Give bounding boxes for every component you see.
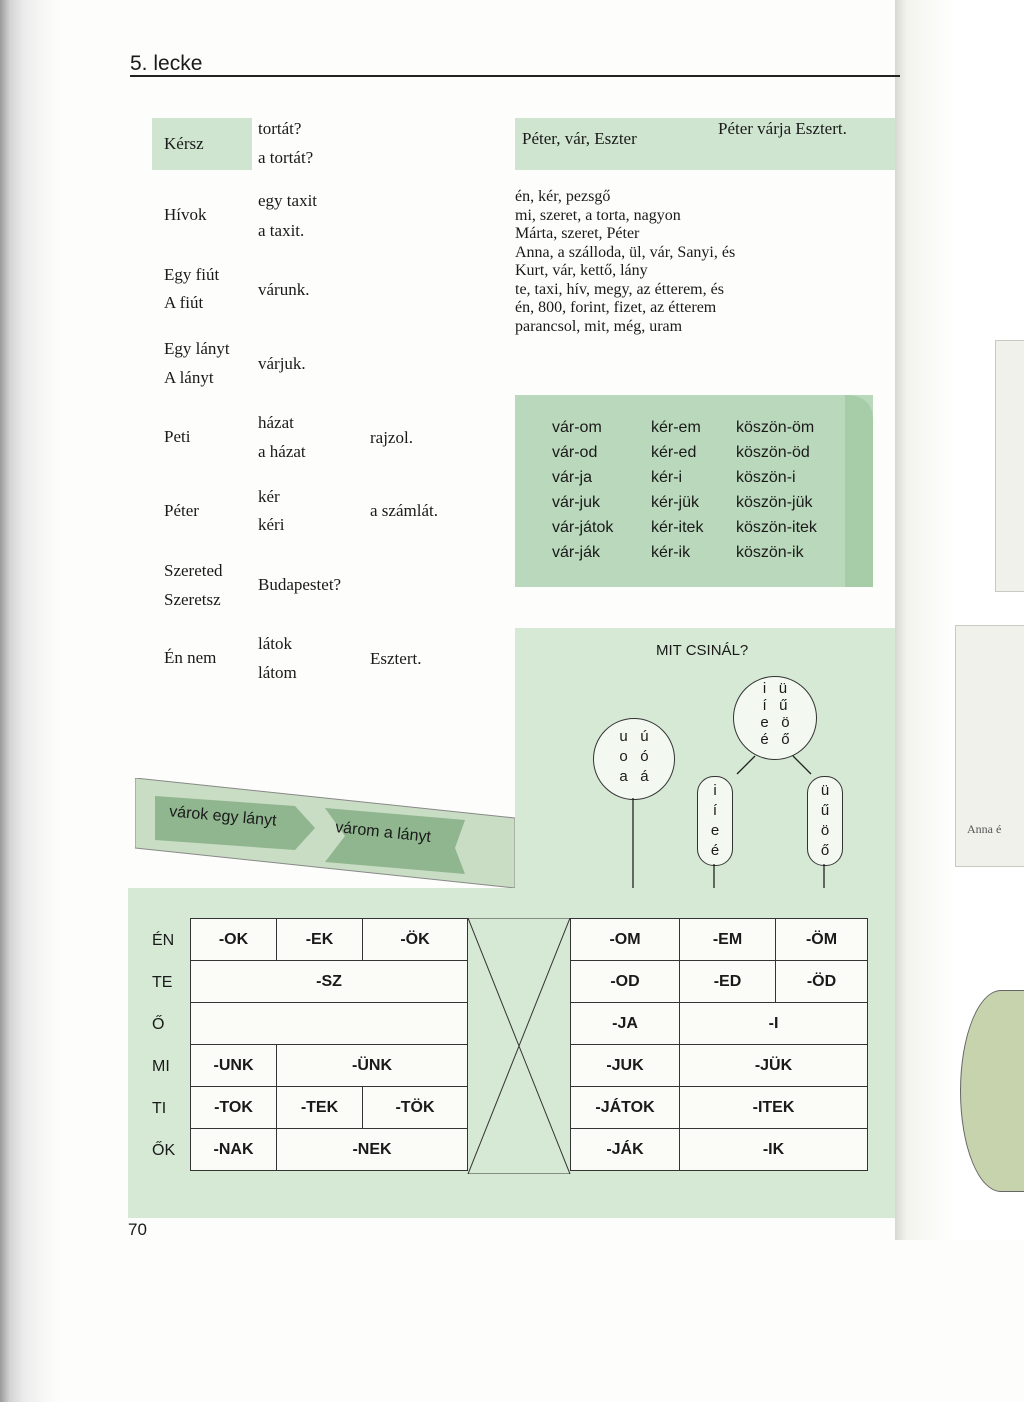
- exercise-item: mi, szeret, a torta, nagyon: [515, 206, 681, 224]
- ending: -OM: [571, 919, 680, 961]
- arrow-right-icon: [793, 756, 811, 774]
- peti-object-2: a házat: [258, 442, 306, 461]
- en-nem-subject: Én nem: [164, 648, 217, 667]
- pronoun-ok: ŐK: [152, 1142, 176, 1159]
- vowel: ű: [820, 802, 830, 819]
- indefinite-endings-table: [190, 918, 468, 1171]
- vowel: ü: [820, 782, 830, 799]
- vowel: ö: [820, 822, 830, 839]
- ending: -EM: [680, 919, 776, 961]
- right-page-fragment: Anna é: [967, 822, 1002, 836]
- next-page-edge: [895, 0, 1024, 1240]
- conj-form: kér-itek: [651, 519, 704, 536]
- conj-form: kér-jük: [651, 494, 700, 511]
- vowel: ű: [779, 697, 788, 714]
- exercise-item: parancsol, mit, még, uram: [515, 317, 683, 335]
- hivok-subject: Hívok: [164, 205, 207, 224]
- ending: -TOK: [191, 1087, 277, 1129]
- conj-form: vár-juk: [552, 494, 601, 511]
- ending: -IK: [680, 1129, 868, 1171]
- ribbon-right: várom a lányt: [334, 819, 432, 846]
- table-row: [191, 1087, 468, 1129]
- conj-form: vár-ják: [552, 544, 601, 561]
- vowel: á: [640, 768, 649, 785]
- szereted-subject-2: Szeretsz: [164, 590, 221, 609]
- exercise-item: Márta, szeret, Péter: [515, 225, 640, 242]
- conj-form: vár-od: [552, 444, 598, 461]
- arrow-left-icon: [737, 756, 755, 774]
- conj-col-3: [736, 415, 817, 565]
- ending: -JA: [571, 1003, 680, 1045]
- conj-form: vár-ja: [552, 469, 593, 486]
- conj-form: vár-om: [552, 419, 602, 436]
- ending: -OD: [571, 961, 680, 1003]
- conj-form: köszön-ik: [736, 544, 804, 561]
- conj-form: köszön-i: [736, 469, 796, 486]
- hivok-object-2: a taxit.: [258, 221, 305, 240]
- table-row: [191, 1003, 468, 1045]
- pronoun-ti: TI: [152, 1100, 167, 1117]
- pinned-note-top: [995, 340, 1024, 592]
- vowel: é: [710, 842, 720, 859]
- exercise-item: Kurt, vár, kettő, lány: [515, 262, 648, 279]
- fiu-subject-2: A fiút: [164, 293, 204, 312]
- pronoun-te: TE: [152, 974, 173, 991]
- conj-form: kér-ik: [651, 544, 691, 561]
- exercise-prompt: Péter, vár, Eszter: [522, 129, 637, 148]
- conj-form: vár-játok: [552, 519, 614, 536]
- mit-csinal-title: MIT CSINÁL?: [656, 642, 749, 659]
- peter-subject: Péter: [164, 501, 199, 520]
- fiu-verb: várunk.: [258, 280, 310, 299]
- vowel: ü: [778, 680, 788, 697]
- vowel: e: [710, 822, 720, 839]
- vowel: u: [619, 728, 628, 745]
- ending: -TÖK: [363, 1087, 468, 1129]
- frog-illustration: [960, 990, 1024, 1192]
- conj-form: köszön-jük: [736, 494, 813, 511]
- conj-form: köszön-öd: [736, 444, 810, 461]
- arrows: [515, 628, 895, 918]
- pronoun-en: ÉN: [152, 932, 175, 949]
- conj-form: kér-em: [651, 419, 701, 436]
- table-row: [191, 919, 468, 961]
- vowel: í: [712, 802, 718, 819]
- table-row: [571, 1087, 868, 1129]
- ending: -I: [680, 1003, 868, 1045]
- vowel: í: [762, 697, 767, 714]
- scroll-curl: [845, 395, 875, 587]
- ending-empty: [191, 1003, 468, 1045]
- ending: -JÁTOK: [571, 1087, 680, 1129]
- header-rule: [130, 75, 900, 77]
- vowel: ő: [781, 731, 790, 748]
- page-number: 70: [128, 1220, 147, 1239]
- hourglass-divider: [428, 918, 608, 1174]
- fiu-subject-1: Egy fiút: [164, 265, 220, 284]
- vowel: é: [760, 731, 769, 748]
- ending: -ÖD: [776, 961, 868, 1003]
- kersz-object-1: tortát?: [258, 119, 302, 138]
- peter-object: a számlát.: [370, 501, 438, 520]
- ribbon-left: várok egy lányt: [168, 803, 278, 830]
- vowel: ú: [640, 728, 649, 745]
- vowel: i: [713, 782, 717, 799]
- peter-verb-2: kéri: [258, 515, 285, 534]
- exercise-item: te, taxi, hív, megy, az étterem, és: [515, 280, 724, 298]
- lesson-title: 5. lecke: [130, 52, 203, 75]
- lany-subject-2: A lányt: [164, 368, 214, 387]
- table-row: [191, 1045, 468, 1087]
- book-spine: [0, 0, 60, 1402]
- ending: -ED: [680, 961, 776, 1003]
- ending: -UNK: [191, 1045, 277, 1087]
- szereted-object: Budapestet?: [258, 575, 342, 594]
- vowel: i: [762, 680, 767, 697]
- vowel: ő: [820, 842, 830, 859]
- ending: -ÜNK: [277, 1045, 468, 1087]
- en-nem-object: Esztert.: [370, 649, 422, 668]
- en-nem-verb-2: látom: [258, 663, 297, 682]
- exercise-list: [515, 188, 735, 336]
- ribbon-shape: [135, 778, 515, 888]
- kersz-object-2: a tortát?: [258, 148, 314, 167]
- definite-endings-table: [570, 918, 868, 1171]
- ending: -ÖK: [363, 919, 468, 961]
- table-row: [571, 919, 868, 961]
- table-row: [571, 1129, 868, 1171]
- vowel: e: [760, 714, 769, 731]
- table-row: [571, 1003, 868, 1045]
- ending: -JUK: [571, 1045, 680, 1087]
- pronoun-mi: MI: [152, 1058, 170, 1075]
- table-row: [191, 961, 468, 1003]
- hivok-object-1: egy taxit: [258, 191, 318, 210]
- peti-verb: rajzol.: [370, 428, 413, 447]
- vowel: a: [619, 768, 628, 785]
- en-nem-verb-1: látok: [258, 634, 292, 653]
- exercise-item: Anna, a szálloda, ül, vár, Sanyi, és: [515, 243, 736, 261]
- ending: -NEK: [277, 1129, 468, 1171]
- table-row: [571, 1045, 868, 1087]
- conjugation-box: [515, 395, 873, 587]
- vowel: ó: [640, 748, 649, 765]
- exercise-item: én, kér, pezsgő: [515, 188, 611, 205]
- conj-form: kér-i: [651, 469, 683, 486]
- pronoun-o: Ő: [152, 1016, 165, 1033]
- conj-form: köszön-öm: [736, 419, 815, 436]
- conj-form: köszön-itek: [736, 519, 817, 536]
- ending: -JÁK: [571, 1129, 680, 1171]
- exercise-item: én, 800, forint, fizet, az étterem: [515, 299, 717, 316]
- ending: -ÖM: [776, 919, 868, 961]
- ending: -JÜK: [680, 1045, 868, 1087]
- table-row: [191, 1129, 468, 1171]
- ending: -TEK: [277, 1087, 363, 1129]
- lany-subject-1: Egy lányt: [164, 339, 230, 358]
- kersz-subject: Kérsz: [164, 134, 204, 153]
- peti-subject: Peti: [164, 427, 191, 446]
- conj-col-2: [651, 415, 703, 565]
- vowel-harmony-panel: [515, 628, 895, 890]
- table-row: [571, 961, 868, 1003]
- ending: -SZ: [191, 961, 468, 1003]
- lany-verb: várjuk.: [258, 354, 306, 373]
- conj-form: kér-ed: [651, 444, 697, 461]
- exercise-answer: Péter várja Esztert.: [718, 119, 847, 138]
- peti-object-1: házat: [258, 413, 294, 432]
- example-ribbon: [135, 778, 515, 888]
- vowel: o: [619, 748, 628, 765]
- ending: -NAK: [191, 1129, 277, 1171]
- ending: -ITEK: [680, 1087, 868, 1129]
- conj-col-1: [552, 415, 613, 565]
- ending: -EK: [277, 919, 363, 961]
- szereted-subject-1: Szereted: [164, 561, 223, 580]
- ending: -OK: [191, 919, 277, 961]
- peter-verb-1: kér: [258, 487, 280, 506]
- vowel: ö: [781, 714, 790, 731]
